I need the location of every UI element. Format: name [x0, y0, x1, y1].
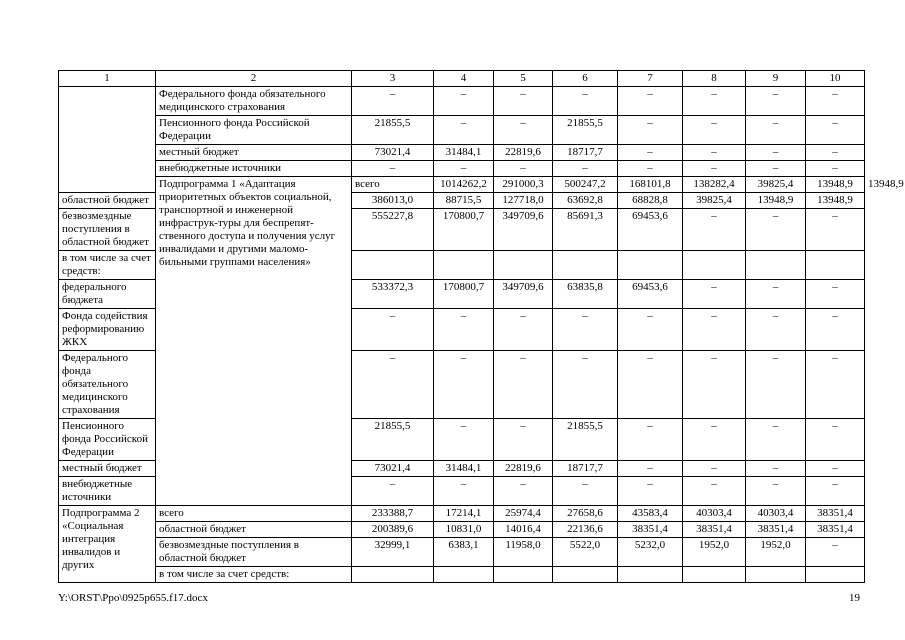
value-cell: –	[494, 87, 553, 116]
column-header: 5	[494, 71, 553, 87]
funding-source-cell: Федерального фонда обязательного медицинского страхования	[156, 87, 352, 116]
value-cell: 68828,8	[618, 193, 683, 209]
value-cell: 1952,0	[683, 538, 746, 567]
value-cell: 38351,4	[746, 522, 806, 538]
value-cell: 138282,4	[683, 177, 746, 193]
value-cell: 69453,6	[618, 209, 683, 251]
value-cell: –	[806, 351, 865, 419]
table-header-row	[59, 71, 865, 87]
funding-source-cell: всего	[352, 177, 434, 193]
value-cell: 40303,4	[683, 506, 746, 522]
value-cell: –	[434, 477, 494, 506]
value-cell: –	[806, 87, 865, 116]
column-header: 2	[156, 71, 352, 87]
value-cell: –	[683, 461, 746, 477]
value-cell: 63835,8	[553, 280, 618, 309]
value-cell: 22819,6	[494, 461, 553, 477]
value-cell	[806, 251, 865, 280]
value-cell	[746, 567, 806, 583]
value-cell: –	[746, 477, 806, 506]
table-row	[59, 87, 865, 116]
column-header: 9	[746, 71, 806, 87]
value-cell: –	[434, 116, 494, 145]
column-header: 10	[806, 71, 865, 87]
funding-source-cell: всего	[156, 506, 352, 522]
value-cell: 22819,6	[494, 145, 553, 161]
funding-source-cell: безвозмездные поступления в областной бюджет	[59, 209, 156, 251]
value-cell: –	[618, 477, 683, 506]
value-cell: –	[618, 461, 683, 477]
value-cell: 386013,0	[352, 193, 434, 209]
value-cell: 38351,4	[806, 506, 865, 522]
value-cell: –	[746, 280, 806, 309]
value-cell: –	[746, 161, 806, 177]
funding-source-cell: Фонда содействия реформированию ЖКХ	[59, 309, 156, 351]
value-cell	[683, 251, 746, 280]
value-cell: –	[683, 161, 746, 177]
value-cell: 200389,6	[352, 522, 434, 538]
value-cell: –	[746, 116, 806, 145]
value-cell: 85691,3	[553, 209, 618, 251]
funding-source-cell: внебюджетные источники	[156, 161, 352, 177]
value-cell: 127718,0	[494, 193, 553, 209]
value-cell: 14016,4	[494, 522, 553, 538]
value-cell: 6383,1	[434, 538, 494, 567]
value-cell: 38351,4	[806, 522, 865, 538]
table-row	[59, 506, 865, 522]
value-cell: 73021,4	[352, 145, 434, 161]
funding-source-cell: в том числе за счет средств:	[59, 251, 156, 280]
funding-source-cell: областной бюджет	[59, 193, 156, 209]
value-cell: 39825,4	[746, 177, 806, 193]
value-cell: –	[618, 145, 683, 161]
value-cell: –	[494, 477, 553, 506]
table-row	[59, 567, 865, 583]
value-cell: 168101,8	[618, 177, 683, 193]
value-cell: 1952,0	[746, 538, 806, 567]
value-cell	[746, 251, 806, 280]
value-cell	[352, 251, 434, 280]
column-header: 6	[553, 71, 618, 87]
value-cell: –	[683, 309, 746, 351]
value-cell: –	[553, 309, 618, 351]
subprogram-name-cell: Подпрограмма 1 «Адаптация приоритетных объектов социальной, транспортной и инженерной инфраструк-туры для беспрепят-ственного доступа и получения услуг инвалидами и другими маломо-бильными группами населения»	[156, 177, 352, 506]
value-cell	[553, 567, 618, 583]
value-cell: 88715,5	[434, 193, 494, 209]
column-header: 1	[59, 71, 156, 87]
value-cell: –	[352, 477, 434, 506]
value-cell: –	[683, 419, 746, 461]
value-cell: 170800,7	[434, 209, 494, 251]
value-cell: –	[806, 280, 865, 309]
column-header: 3	[352, 71, 434, 87]
funding-source-cell: Федерального фонда обязательного медицинского страхования	[59, 351, 156, 419]
value-cell: –	[553, 161, 618, 177]
value-cell	[618, 251, 683, 280]
subprogram-name-cell: Подпрограмма 2 «Социальная интеграция инвалидов и других	[59, 506, 156, 583]
subprogram-name-cell	[59, 87, 156, 193]
value-cell	[553, 251, 618, 280]
value-cell: 291000,3	[494, 177, 553, 193]
value-cell: –	[806, 461, 865, 477]
funding-source-cell: федерального бюджета	[59, 280, 156, 309]
value-cell: 1014262,2	[434, 177, 494, 193]
table-row	[59, 145, 865, 161]
value-cell: 349709,6	[494, 280, 553, 309]
budget-table	[58, 70, 904, 583]
value-cell: –	[806, 145, 865, 161]
value-cell	[618, 567, 683, 583]
value-cell: –	[494, 351, 553, 419]
value-cell: –	[683, 116, 746, 145]
funding-source-cell: местный бюджет	[156, 145, 352, 161]
value-cell: 533372,3	[352, 280, 434, 309]
value-cell: –	[683, 477, 746, 506]
value-cell: –	[746, 145, 806, 161]
value-cell: –	[352, 351, 434, 419]
value-cell: –	[683, 87, 746, 116]
value-cell	[494, 251, 553, 280]
value-cell: –	[618, 419, 683, 461]
value-cell: –	[683, 145, 746, 161]
value-cell: –	[746, 87, 806, 116]
value-cell: 27658,6	[553, 506, 618, 522]
value-cell: –	[618, 87, 683, 116]
table-row	[59, 161, 865, 177]
value-cell: 170800,7	[434, 280, 494, 309]
value-cell: –	[494, 419, 553, 461]
value-cell: 17214,1	[434, 506, 494, 522]
value-cell: –	[618, 309, 683, 351]
value-cell: –	[434, 309, 494, 351]
value-cell: –	[618, 161, 683, 177]
table-row	[59, 116, 865, 145]
value-cell: –	[683, 351, 746, 419]
value-cell: –	[806, 309, 865, 351]
value-cell: 32999,1	[352, 538, 434, 567]
value-cell: 69453,6	[618, 280, 683, 309]
table-row	[59, 538, 865, 567]
value-cell: –	[683, 280, 746, 309]
value-cell: –	[806, 419, 865, 461]
value-cell: –	[806, 477, 865, 506]
value-cell: –	[746, 461, 806, 477]
funding-source-cell: Пенсионного фонда Российской Федерации	[156, 116, 352, 145]
value-cell: 21855,5	[352, 116, 434, 145]
value-cell: 73021,4	[352, 461, 434, 477]
value-cell: –	[494, 161, 553, 177]
value-cell: 10831,0	[434, 522, 494, 538]
value-cell: 11958,0	[494, 538, 553, 567]
funding-source-cell: безвозмездные поступления в областной бюджет	[156, 538, 352, 567]
value-cell	[683, 567, 746, 583]
value-cell: 18717,7	[553, 461, 618, 477]
value-cell: 63692,8	[553, 193, 618, 209]
value-cell: 13948,9	[746, 193, 806, 209]
value-cell: 31484,1	[434, 145, 494, 161]
value-cell	[494, 567, 553, 583]
value-cell: –	[553, 351, 618, 419]
value-cell: 555227,8	[352, 209, 434, 251]
value-cell: 21855,5	[553, 116, 618, 145]
value-cell: 233388,7	[352, 506, 434, 522]
column-header: 7	[618, 71, 683, 87]
funding-source-cell: внебюджетные источники	[59, 477, 156, 506]
value-cell: 349709,6	[494, 209, 553, 251]
value-cell: 5232,0	[618, 538, 683, 567]
value-cell: 13948,9	[806, 193, 865, 209]
value-cell: 25974,4	[494, 506, 553, 522]
value-cell: –	[806, 209, 865, 251]
value-cell	[434, 567, 494, 583]
value-cell: –	[434, 419, 494, 461]
value-cell: –	[434, 87, 494, 116]
funding-source-cell: в том числе за счет средств:	[156, 567, 352, 583]
value-cell: –	[746, 419, 806, 461]
funding-source-cell: местный бюджет	[59, 461, 156, 477]
column-header: 4	[434, 71, 494, 87]
value-cell: –	[434, 351, 494, 419]
value-cell: –	[494, 116, 553, 145]
value-cell	[434, 251, 494, 280]
value-cell: 21855,5	[352, 419, 434, 461]
value-cell: –	[553, 87, 618, 116]
value-cell: –	[746, 351, 806, 419]
value-cell: –	[618, 351, 683, 419]
value-cell: –	[494, 309, 553, 351]
value-cell: –	[746, 209, 806, 251]
value-cell: –	[806, 538, 865, 567]
value-cell: 38351,4	[683, 522, 746, 538]
value-cell: 43583,4	[618, 506, 683, 522]
value-cell: 13948,9	[806, 177, 865, 193]
value-cell: 40303,4	[746, 506, 806, 522]
value-cell: 18717,7	[553, 145, 618, 161]
value-cell: 39825,4	[683, 193, 746, 209]
value-cell: –	[806, 116, 865, 145]
value-cell: –	[352, 309, 434, 351]
footer-file-path: Y:\ORST\Ppo\0925p655.f17.docx	[58, 592, 208, 604]
value-cell: –	[434, 161, 494, 177]
value-cell: –	[806, 161, 865, 177]
value-cell: 38351,4	[618, 522, 683, 538]
funding-source-cell: Пенсионного фонда Российской Федерации	[59, 419, 156, 461]
value-cell: 5522,0	[553, 538, 618, 567]
value-cell: 500247,2	[553, 177, 618, 193]
value-cell: –	[618, 116, 683, 145]
page-number: 19	[849, 592, 860, 604]
value-cell: 21855,5	[553, 419, 618, 461]
column-header: 8	[683, 71, 746, 87]
value-cell: –	[352, 161, 434, 177]
table-row	[59, 522, 865, 538]
value-cell: 31484,1	[434, 461, 494, 477]
value-cell: 22136,6	[553, 522, 618, 538]
value-cell: –	[746, 309, 806, 351]
value-cell	[352, 567, 434, 583]
funding-source-cell: областной бюджет	[156, 522, 352, 538]
value-cell: –	[553, 477, 618, 506]
value-cell: –	[683, 209, 746, 251]
value-cell	[806, 567, 865, 583]
table-row: Подпрограмма 1 «Адаптация приоритетных объектов социальной, транспортной и инженерной инфраструк-туры для беспрепят-ственного доступа и получения услуг инвалидами и другими маломо-бильными группами населения» всего 1014262,2 291000,3 500247,2 168101,8 138282,4 39825,4 13948,9 13948,9	[59, 177, 865, 193]
value-cell: –	[352, 87, 434, 116]
